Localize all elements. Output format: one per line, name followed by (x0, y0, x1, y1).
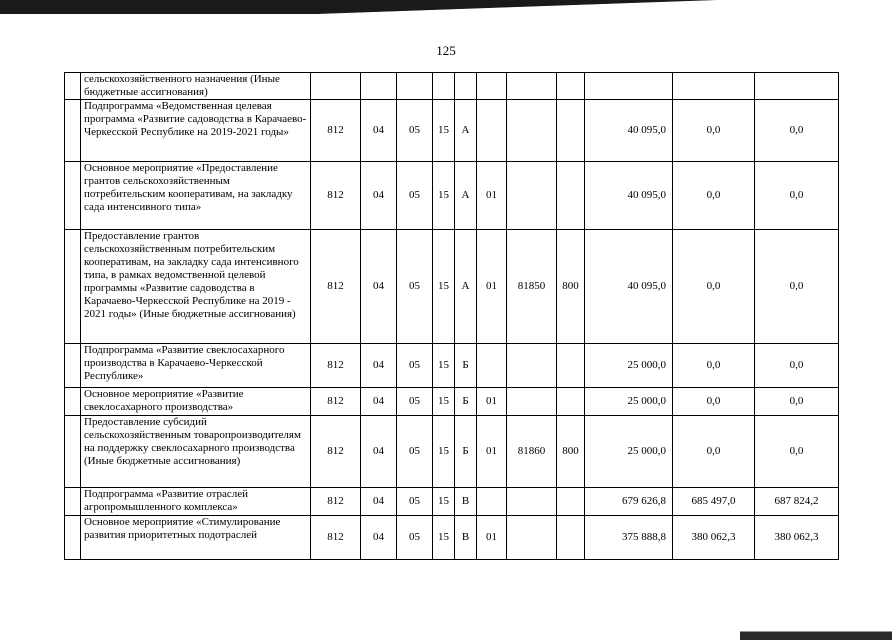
target-article-subprogram: Б (455, 416, 477, 488)
section-code: 04 (361, 162, 397, 230)
target-article-event (477, 73, 507, 100)
amount-year-2: 0,0 (673, 100, 755, 162)
amount-year-3: 380 062,3 (755, 516, 839, 560)
target-article-event: 01 (477, 388, 507, 416)
table-row (65, 230, 839, 344)
target-article-direction (507, 488, 557, 516)
scan-edge-top (0, 0, 892, 14)
target-article-direction (507, 100, 557, 162)
target-article-subprogram: Б (455, 344, 477, 388)
expense-type-code (557, 388, 585, 416)
section-code: 04 (361, 516, 397, 560)
amount-year-1 (585, 73, 673, 100)
item-name: Подпрограмма «Развитие свеклосахарного производства в Карачаево-Черкесской Республике» (81, 344, 311, 388)
subsection-code: 05 (397, 516, 433, 560)
target-article-subprogram: В (455, 516, 477, 560)
table-row (65, 488, 839, 516)
table-row (65, 73, 839, 100)
expense-type-code (557, 100, 585, 162)
item-name: Основное мероприятие «Предоставление грантов сельскохозяйственным потребительским кооперативам, на закладку сада интенсивного типа» (81, 162, 311, 230)
table-row (65, 100, 839, 162)
section-code: 04 (361, 344, 397, 388)
item-name: Подпрограмма «Развитие отраслей агропромышленного комплекса» (81, 488, 311, 516)
target-article-event (477, 488, 507, 516)
item-name: Основное мероприятие «Стимулирование развития приоритетных подотраслей (81, 516, 311, 560)
target-article-event: 01 (477, 516, 507, 560)
section-code: 04 (361, 416, 397, 488)
section-code: 04 (361, 100, 397, 162)
table-row (65, 388, 839, 416)
ministry-code: 812 (311, 162, 361, 230)
ministry-code: 812 (311, 344, 361, 388)
amount-year-1: 25 000,0 (585, 416, 673, 488)
expense-type-code: 800 (557, 416, 585, 488)
target-article-subprogram: А (455, 100, 477, 162)
ministry-code (311, 73, 361, 100)
target-article-program: 15 (433, 100, 455, 162)
target-article-program: 15 (433, 388, 455, 416)
target-article-subprogram: В (455, 488, 477, 516)
item-name: сельскохозяйственного назначения (Иные бюджетные ассигнования) (81, 73, 311, 100)
target-article-direction: 81860 (507, 416, 557, 488)
target-article-subprogram (455, 73, 477, 100)
amount-year-2 (673, 73, 755, 100)
budget-table (64, 72, 839, 560)
subsection-code: 05 (397, 388, 433, 416)
subsection-code: 05 (397, 416, 433, 488)
scan-edge-bottom (740, 628, 892, 640)
expense-type-code (557, 73, 585, 100)
item-name: Предоставление грантов сельскохозяйственным потребительским кооперативам, на закладку сада интенсивного типа, в рамках ведомственной целевой программы «Развитие садоводства в Карачаево-Черкесской Республике на 2019 - 2021 годы» (Иные бюджетные ассигнования) (81, 230, 311, 344)
amount-year-3: 0,0 (755, 344, 839, 388)
subsection-code: 05 (397, 230, 433, 344)
row-marker-cell (65, 100, 81, 162)
target-article-direction (507, 516, 557, 560)
target-article-program: 15 (433, 230, 455, 344)
row-marker-cell (65, 162, 81, 230)
amount-year-3: 0,0 (755, 388, 839, 416)
row-marker-cell (65, 516, 81, 560)
ministry-code: 812 (311, 388, 361, 416)
amount-year-3: 0,0 (755, 162, 839, 230)
row-marker-cell (65, 488, 81, 516)
target-article-program: 15 (433, 344, 455, 388)
target-article-subprogram: А (455, 162, 477, 230)
target-article-event: 01 (477, 416, 507, 488)
item-name: Подпрограмма «Ведомственная целевая программа «Развитие садоводства в Карачаево-Черкесской Республике на 2019-2021 годы» (81, 100, 311, 162)
table-row (65, 344, 839, 388)
expense-type-code (557, 488, 585, 516)
amount-year-1: 40 095,0 (585, 100, 673, 162)
target-article-direction (507, 344, 557, 388)
subsection-code: 05 (397, 162, 433, 230)
section-code: 04 (361, 388, 397, 416)
amount-year-1: 40 095,0 (585, 230, 673, 344)
target-article-program: 15 (433, 516, 455, 560)
target-article-direction (507, 388, 557, 416)
expense-type-code: 800 (557, 230, 585, 344)
amount-year-1: 375 888,8 (585, 516, 673, 560)
target-article-subprogram: А (455, 230, 477, 344)
amount-year-3: 0,0 (755, 100, 839, 162)
amount-year-2: 0,0 (673, 230, 755, 344)
target-article-event (477, 344, 507, 388)
target-article-program (433, 73, 455, 100)
target-article-program: 15 (433, 416, 455, 488)
amount-year-1: 40 095,0 (585, 162, 673, 230)
ministry-code: 812 (311, 416, 361, 488)
subsection-code: 05 (397, 100, 433, 162)
table-row (65, 516, 839, 560)
amount-year-2: 685 497,0 (673, 488, 755, 516)
item-name: Предоставление субсидий сельскохозяйственным товаропроизводителям на поддержку свеклосахарного производства (Иные бюджетные ассигнования) (81, 416, 311, 488)
amount-year-3: 0,0 (755, 416, 839, 488)
ministry-code: 812 (311, 516, 361, 560)
row-marker-cell (65, 344, 81, 388)
expense-type-code (557, 162, 585, 230)
amount-year-3 (755, 73, 839, 100)
amount-year-3: 687 824,2 (755, 488, 839, 516)
ministry-code: 812 (311, 230, 361, 344)
amount-year-1: 25 000,0 (585, 388, 673, 416)
target-article-event: 01 (477, 230, 507, 344)
target-article-program: 15 (433, 488, 455, 516)
page-number: 125 (436, 43, 456, 58)
ministry-code: 812 (311, 100, 361, 162)
subsection-code: 05 (397, 488, 433, 516)
target-article-direction: 81850 (507, 230, 557, 344)
section-code (361, 73, 397, 100)
subsection-code: 05 (397, 344, 433, 388)
ministry-code: 812 (311, 488, 361, 516)
table-row (65, 416, 839, 488)
amount-year-1: 679 626,8 (585, 488, 673, 516)
target-article-event: 01 (477, 162, 507, 230)
amount-year-2: 380 062,3 (673, 516, 755, 560)
target-article-event (477, 100, 507, 162)
amount-year-2: 0,0 (673, 388, 755, 416)
target-article-program: 15 (433, 162, 455, 230)
target-article-direction (507, 162, 557, 230)
table-row (65, 162, 839, 230)
row-marker-cell (65, 230, 81, 344)
amount-year-3: 0,0 (755, 230, 839, 344)
amount-year-2: 0,0 (673, 416, 755, 488)
item-name: Основное мероприятие «Развитие свеклосахарного производства» (81, 388, 311, 416)
row-marker-cell (65, 416, 81, 488)
amount-year-2: 0,0 (673, 162, 755, 230)
amount-year-1: 25 000,0 (585, 344, 673, 388)
row-marker-cell (65, 73, 81, 100)
subsection-code (397, 73, 433, 100)
amount-year-2: 0,0 (673, 344, 755, 388)
section-code: 04 (361, 230, 397, 344)
section-code: 04 (361, 488, 397, 516)
expense-type-code (557, 344, 585, 388)
target-article-subprogram: Б (455, 388, 477, 416)
expense-type-code (557, 516, 585, 560)
row-marker-cell (65, 388, 81, 416)
target-article-direction (507, 73, 557, 100)
